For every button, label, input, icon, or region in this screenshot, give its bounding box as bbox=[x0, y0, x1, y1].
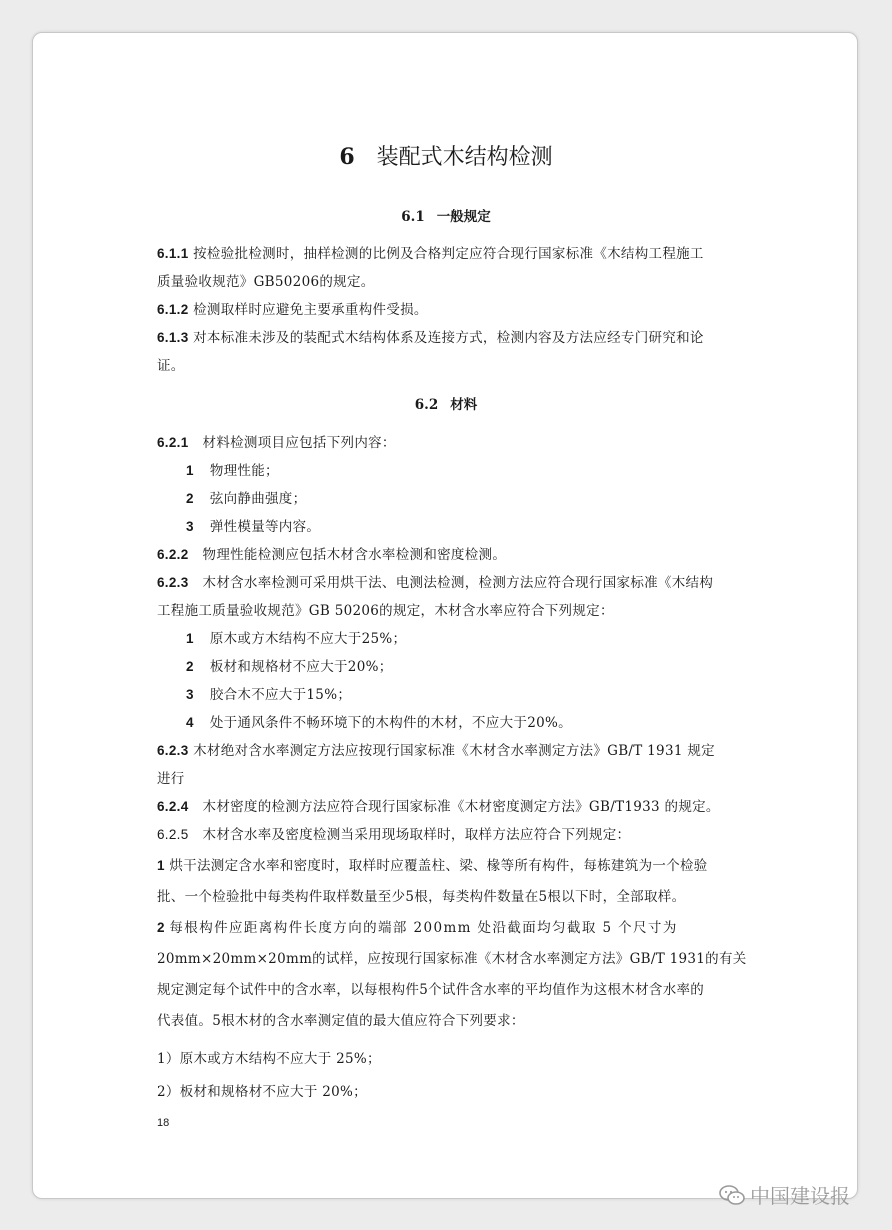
clause-text: 木材密度的检测方法应符合现行国家标准《木材密度测定方法》GB/T1933 的规定。 bbox=[202, 799, 720, 815]
clause-number: 6.2.2 bbox=[157, 547, 189, 562]
item-number: 1 bbox=[186, 631, 194, 646]
rule-text: 代表值。5根木材的含水率测定值的最大值应符合下列要求： bbox=[157, 1013, 525, 1029]
sub-item-2 bbox=[157, 1080, 367, 1100]
rule-1-line2 bbox=[157, 885, 685, 905]
clause-text: 物理性能检测应包括木材含水率检测和密度检测。 bbox=[202, 547, 507, 563]
clause-6-1-3-line2 bbox=[157, 354, 185, 374]
clause-number: 6.2.3 bbox=[157, 743, 189, 758]
rule-text: 烘干法测定含水率和密度时，取样时应覆盖柱、梁、椽等所有构件，每栋建筑为一个检验 bbox=[169, 858, 708, 874]
clause-6-1-1-line2 bbox=[157, 270, 375, 290]
rule-text: 批、一个检验批中每类构件取样数量至少5根，每类构件数量在5根以下时，全部取样。 bbox=[157, 889, 686, 905]
item-text: 弹性模量等内容。 bbox=[209, 519, 321, 535]
chapter-title-text: 装配式木结构检测 bbox=[376, 145, 553, 170]
item-number: 4 bbox=[186, 715, 194, 730]
list-item bbox=[186, 683, 351, 703]
item-number: 3 bbox=[186, 687, 194, 702]
clause-number: 6.1.2 bbox=[157, 302, 189, 317]
clause-6-2-4 bbox=[157, 795, 720, 815]
sub-item-1 bbox=[157, 1047, 381, 1067]
section-number: 6.2 bbox=[414, 397, 439, 413]
item-text: 处于通风条件不畅环境下的木构件的木材，不应大于20%。 bbox=[209, 715, 572, 731]
list-item bbox=[186, 627, 406, 647]
rule-text: 每根构件应距离构件长度方向的端部 200mm 处沿截面均匀截取 5 个尺寸为 bbox=[169, 920, 678, 936]
clause-6-2-3b-line1 bbox=[157, 739, 715, 759]
chapter-number: 6 bbox=[339, 144, 355, 170]
clause-number: 6.2.5 bbox=[157, 827, 189, 842]
item-number: 3 bbox=[186, 519, 194, 534]
rule-text: 20mm×20mm×20mm的试样，应按现行国家标准《木材含水率测定方法》GB/T 1931的有关 bbox=[157, 951, 747, 967]
watermark bbox=[718, 1180, 850, 1211]
rule-2-line1 bbox=[157, 916, 678, 936]
clause-text: 对本标准未涉及的装配式木结构体系及连接方式，检测内容及方法应经专门研究和论 bbox=[193, 330, 704, 346]
wechat-icon bbox=[718, 1184, 746, 1211]
item-number: 2 bbox=[186, 491, 194, 506]
section-heading-6-1 bbox=[0, 205, 892, 225]
list-item bbox=[186, 487, 306, 507]
list-item bbox=[186, 515, 320, 535]
rule-2-line4 bbox=[157, 1009, 525, 1029]
clause-6-2-3b-line2 bbox=[157, 767, 185, 787]
clause-text: 工程施工质量验收规范》GB 50206的规定，木材含水率应符合下列规定： bbox=[157, 603, 614, 619]
clause-6-1-1-line1 bbox=[157, 242, 704, 262]
section-title: 一般规定 bbox=[436, 209, 491, 225]
clause-number: 6.1.1 bbox=[157, 246, 189, 261]
clause-6-2-1 bbox=[157, 431, 396, 451]
clause-6-1-2 bbox=[157, 298, 428, 318]
sub-item-text: 2）板材和规格材不应大于 20%； bbox=[157, 1084, 367, 1100]
rule-number: 1 bbox=[157, 858, 165, 873]
list-item bbox=[186, 711, 572, 731]
section-heading-6-2 bbox=[0, 393, 892, 413]
clause-number: 6.2.4 bbox=[157, 799, 189, 814]
list-item bbox=[186, 655, 393, 675]
item-text: 弦向静曲强度； bbox=[209, 491, 307, 507]
page-number: 18 bbox=[157, 1117, 170, 1129]
section-title: 材料 bbox=[450, 397, 478, 413]
chapter-title bbox=[0, 140, 892, 171]
item-text: 胶合木不应大于15%； bbox=[209, 687, 352, 703]
rule-number: 2 bbox=[157, 920, 165, 935]
clause-number: 6.1.3 bbox=[157, 330, 189, 345]
rule-1-line1 bbox=[157, 854, 708, 874]
clause-text: 质量验收规范》GB50206的规定。 bbox=[157, 274, 375, 290]
clause-text: 木材绝对含水率测定方法应按现行国家标准《木材含水率测定方法》GB/T 1931 规定 bbox=[193, 743, 715, 759]
clause-number: 6.2.1 bbox=[157, 435, 189, 450]
clause-text: 检测取样时应避免主要承重构件受损。 bbox=[193, 302, 428, 318]
clause-text: 按检验批检测时，抽样检测的比例及合格判定应符合现行国家标准《木结构工程施工 bbox=[193, 246, 704, 262]
clause-6-2-2 bbox=[157, 543, 506, 563]
clause-text: 证。 bbox=[157, 358, 185, 374]
item-number: 2 bbox=[186, 659, 194, 674]
clause-text: 材料检测项目应包括下列内容： bbox=[202, 435, 396, 451]
section-number: 6.1 bbox=[401, 209, 425, 225]
rule-text: 规定测定每个试件中的含水率，以每根构件5个试件含水率的平均值作为这根木材含水率的 bbox=[157, 982, 705, 998]
clause-6-2-3-line1 bbox=[157, 571, 713, 591]
list-item bbox=[186, 459, 279, 479]
watermark-text: 中国建设报 bbox=[750, 1184, 850, 1208]
item-text: 原木或方木结构不应大于25%； bbox=[209, 631, 407, 647]
clause-6-2-5 bbox=[157, 823, 630, 843]
clause-text: 木材含水率检测可采用烘干法、电测法检测，检测方法应符合现行国家标准《木结构 bbox=[202, 575, 714, 591]
clause-text: 木材含水率及密度检测当采用现场取样时，取样方法应符合下列规定： bbox=[202, 827, 631, 843]
clause-text: 进行 bbox=[157, 771, 185, 787]
sub-item-text: 1）原木或方木结构不应大于 25%； bbox=[157, 1051, 381, 1067]
clause-6-1-3-line1 bbox=[157, 326, 704, 346]
clause-6-2-3-line2 bbox=[157, 599, 614, 619]
item-number: 1 bbox=[186, 463, 194, 478]
rule-2-line2 bbox=[157, 947, 747, 967]
item-text: 物理性能； bbox=[209, 463, 279, 479]
item-text: 板材和规格材不应大于20%； bbox=[209, 659, 393, 675]
clause-number: 6.2.3 bbox=[157, 575, 189, 590]
rule-2-line3 bbox=[157, 978, 704, 998]
